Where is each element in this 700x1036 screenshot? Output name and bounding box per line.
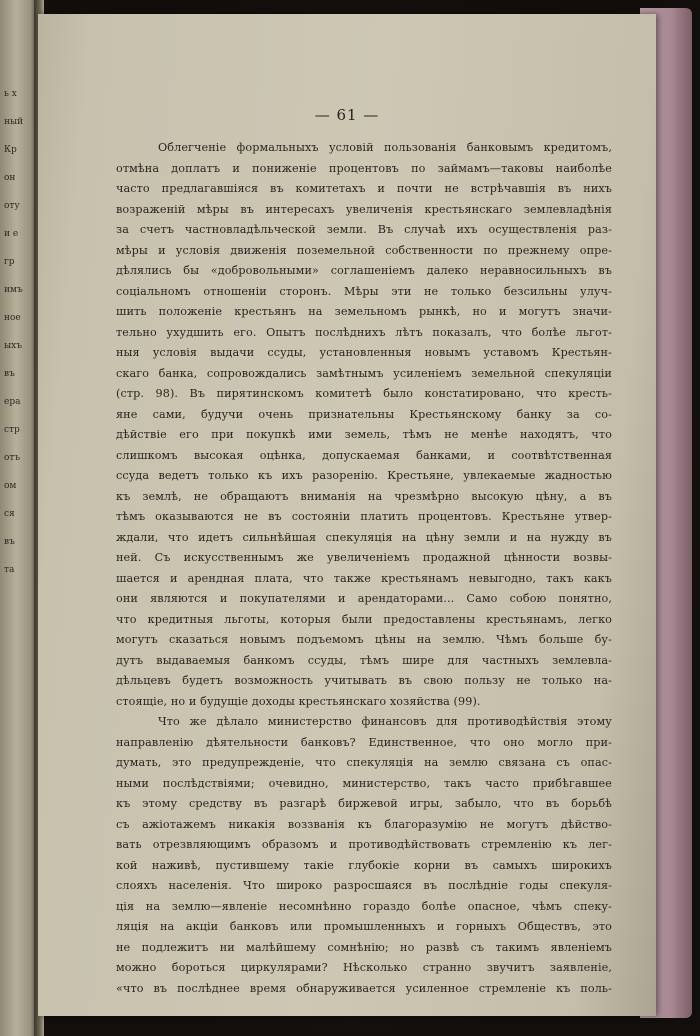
left-page-text-fragment: оту bbox=[4, 201, 20, 211]
text-line: слояхъ населенія. Что широко разросшаяся въ послѣдніе годы спекуля- bbox=[116, 879, 612, 892]
text-line: не подлежитъ ни малѣйшему сомнѣнію; но развѣ съ такимъ явленіемъ bbox=[116, 940, 612, 954]
text-line: ныя условія выдачи ссуды, установленныя новымъ уставомъ Крестьян- bbox=[116, 346, 612, 359]
paragraph bbox=[116, 712, 612, 999]
left-page-text-fragment: ера bbox=[4, 397, 21, 407]
text-line: дѣйствіе его при покупкѣ ими земель, тѣмъ не менѣе находятъ, что bbox=[116, 428, 612, 441]
text-line: возраженій мѣры въ интересахъ увеличенія крестьянскаго землевладѣнія bbox=[116, 202, 612, 216]
text-line: ція на землю—явленіе несомнѣнно гораздо болѣе опасное, чѣмъ спеку- bbox=[116, 899, 612, 913]
left-page-text-fragment: ом bbox=[4, 481, 17, 491]
left-page-fragment bbox=[0, 0, 36, 1036]
page-number: — 61 — bbox=[314, 106, 380, 124]
text-line: что кредитныя льготы, которыя были предоставлены крестьянамъ, легко bbox=[116, 612, 612, 626]
left-page-text-fragment: въ bbox=[4, 369, 15, 379]
text-line: къ этому средству въ разгарѣ биржевой игры, забыло, что въ борьбѣ bbox=[116, 797, 612, 810]
text-line: слишкомъ высокая оцѣнка, допускаемая банками, и соотвѣтственная bbox=[116, 448, 612, 462]
text-line: отмѣна доплатъ и пониженіе процентовъ по займамъ—таковы наиболѣе bbox=[116, 161, 612, 175]
text-line: тѣмъ оказываются не въ состояніи платить процентовъ. Крестьяне утвер- bbox=[116, 510, 612, 523]
left-page-text-fragment: стр bbox=[4, 425, 20, 435]
left-page-text-fragment: гр bbox=[4, 257, 15, 267]
left-page-text-fragment: ь х bbox=[4, 89, 17, 99]
text-line: Облегченіе формальныхъ условій пользованія банковымъ кредитомъ, bbox=[158, 141, 612, 154]
text-line: дѣльцевъ будетъ возможность учитывать въ свою пользу не только на- bbox=[116, 674, 612, 687]
left-page-text-fragment: ное bbox=[4, 313, 21, 323]
left-page-text-fragment: та bbox=[4, 565, 15, 575]
left-page-text-fragment: ся bbox=[4, 509, 15, 519]
text-line: шить положеніе крестьянъ на земельномъ рынкѣ, но и могутъ значи- bbox=[116, 305, 612, 318]
text-line: Что же дѣлало министерство финансовъ для противодѣйствія этому bbox=[158, 715, 612, 728]
text-line: къ землѣ, не обращаютъ вниманія на чрезмѣрно высокую цѣну, а въ bbox=[116, 489, 612, 503]
text-line: ней. Съ искусственнымъ же увеличеніемъ продажной цѣнности возвы- bbox=[116, 551, 612, 564]
text-line: ссуда ведетъ только къ ихъ разоренію. Крестьяне, увлекаемые жадностью bbox=[116, 469, 612, 482]
text-line: они являются и покупателями и арендаторами... Само собою понятно, bbox=[116, 592, 612, 605]
text-line: кой наживѣ, пустившему такіе глубокіе корни въ самыхъ широкихъ bbox=[116, 858, 612, 872]
left-page-text-fragment: ыхъ bbox=[4, 341, 22, 351]
left-page-text-fragment: имъ bbox=[4, 285, 23, 295]
text-line: тельно ухудшить его. Опытъ послѣднихъ лѣтъ показалъ, что болѣе льгот- bbox=[116, 325, 612, 339]
text-line: думать, это предупрежденіе, что спекуляція на землю связана съ опас- bbox=[116, 756, 612, 769]
text-line: часто предлагавшіяся въ комитетахъ и почти не встрѣчавшія въ нихъ bbox=[116, 182, 612, 195]
text-line: стоящіе, но и будущіе доходы крестьянскаго хозяйства (99). bbox=[116, 694, 481, 708]
text-line: ляція на акціи банковъ или промышленныхъ и горныхъ Обществъ, это bbox=[116, 920, 612, 933]
left-page-text-fragment: отъ bbox=[4, 453, 21, 463]
text-line: дѣлялись бы «добровольными» соглашеніемъ далеко неравносильныхъ въ bbox=[116, 264, 612, 277]
left-page-text-fragment: он bbox=[4, 173, 16, 183]
text-line: съ ажіотажемъ никакія воззванія къ благоразумію не могутъ дѣйство- bbox=[116, 817, 612, 831]
left-page-text-fragment: ный bbox=[4, 117, 24, 127]
text-line: «что въ послѣднее время обнаруживается усиленное стремленіе къ поль- bbox=[116, 981, 612, 995]
text-line: соціальномъ отношеніи сторонъ. Мѣры эти не только безсильны улуч- bbox=[116, 284, 612, 298]
text-line: направленію дѣятельности банковъ? Единственное, что оно могло при- bbox=[116, 735, 612, 749]
text-line: могутъ сказаться новымъ подъемомъ цѣны на землю. Чѣмъ больше бу- bbox=[116, 633, 612, 646]
text-line: шается и арендная плата, что также крестьянамъ невыгодно, такъ какъ bbox=[116, 571, 612, 585]
text-line: вать отрезвляющимъ образомъ и противодѣйствовать стремленію къ лег- bbox=[116, 838, 612, 851]
text-line: мѣры и условія движенія поземельной собственности по прежнему опре- bbox=[116, 243, 612, 257]
book-page bbox=[38, 14, 656, 1016]
text-line: дутъ выдаваемыя банкомъ ссуды, тѣмъ шире для частныхъ землевла- bbox=[116, 653, 612, 667]
text-line: ными послѣдствіями; очевидно, министерство, такъ часто прибѣгавшее bbox=[116, 776, 612, 790]
text-line: можно бороться циркулярами? Нѣсколько странно звучитъ заявленіе, bbox=[116, 961, 612, 974]
paragraph bbox=[116, 138, 612, 712]
text-line: скаго банка, сопровождались замѣтнымъ усиленіемъ земельной спекуляціи bbox=[116, 366, 612, 380]
left-page-text-fragment: Кр bbox=[4, 145, 17, 155]
text-line: за счетъ частновладѣльческой земли. Въ случаѣ ихъ осуществленія раз- bbox=[116, 223, 612, 236]
left-page-text-fragment: въ bbox=[4, 537, 15, 547]
left-page-text-fragment: и е bbox=[4, 229, 19, 239]
body-text bbox=[116, 138, 612, 999]
text-line: яне сами, будучи очень признательны Крестьянскому банку за со- bbox=[116, 407, 612, 421]
text-line: ждали, что идетъ сильнѣйшая спекуляція на цѣну земли и на нужду въ bbox=[116, 530, 612, 544]
text-line: (стр. 98). Въ пирятинскомъ комитетѣ было констатировано, что кресть- bbox=[116, 387, 612, 400]
